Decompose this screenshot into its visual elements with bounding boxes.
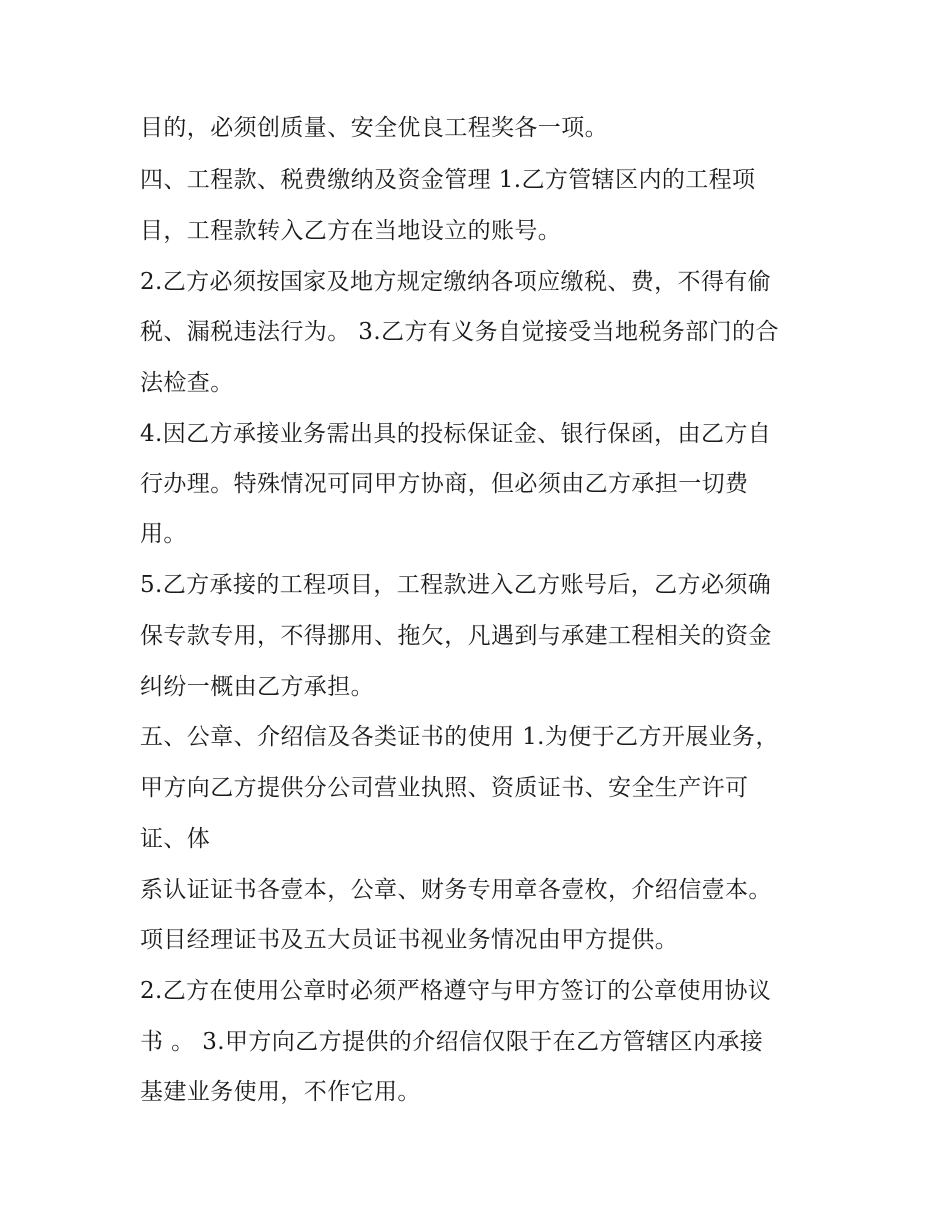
text-line: 2.乙方在使用公章时必须严格遵守与甲方签订的公章使用协议 — [140, 978, 772, 1004]
text-line: 2.乙方必须按国家及地方规定缴纳各项应缴税、费，不得有偷 — [140, 269, 772, 295]
text-line: 保专款专用，不得挪用、拖欠，凡遇到与承建工程相关的资金 — [140, 623, 772, 649]
text-line: 行办理。特殊情况可同甲方协商，但必须由乙方承担一切费 — [140, 471, 749, 497]
text-line: 法检查。 — [140, 370, 234, 396]
text-line: 目，工程款转入乙方在当地设立的账号。 — [140, 218, 562, 244]
text-line: 用。 — [140, 521, 187, 547]
text-line: 甲方向乙方提供分公司营业执照、资质证书、安全生产许可 — [140, 775, 749, 801]
text-line: 五、公章、介绍信及各类证书的使用 1.为便于乙方开展业务， — [140, 724, 779, 750]
text-line: 目的，必须创质量、安全优良工程奖各一项。 — [140, 115, 608, 141]
text-line: 基建业务使用，不作它用。 — [140, 1079, 421, 1105]
text-line: 5.乙方承接的工程项目，工程款进入乙方账号后，乙方必须确 — [140, 572, 772, 598]
text-line: 项目经理证书及五大员证书视业务情况由甲方提供。 — [140, 927, 679, 953]
text-line: 4.因乙方承接业务需出具的投标保证金、银行保函，由乙方自 — [140, 421, 772, 447]
text-line: 书 。 3.甲方向乙方提供的介绍信仅限于在乙方管辖区内承接 — [140, 1029, 764, 1055]
text-line: 税、漏税违法行为。 3.乙方有义务自觉接受当地税务部门的合 — [140, 319, 779, 345]
text-line: 证、体 — [140, 826, 211, 852]
text-line: 系认证证书各壹本，公章、财务专用章各壹枚，介绍信壹本。 — [140, 877, 772, 903]
text-line: 四、工程款、税费缴纳及资金管理 1.乙方管辖区内的工程项 — [140, 167, 756, 193]
text-line: 纠纷一概由乙方承担。 — [140, 674, 374, 700]
